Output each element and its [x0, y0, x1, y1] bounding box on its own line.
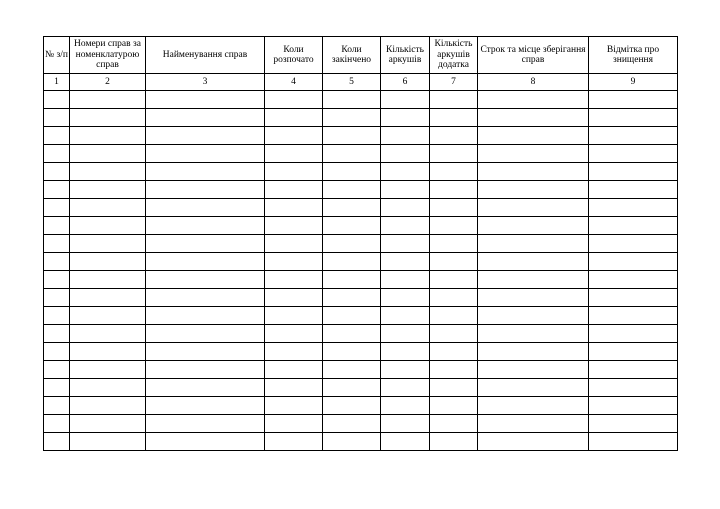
table-row	[44, 145, 678, 163]
empty-cell	[323, 433, 381, 451]
empty-cell	[478, 109, 589, 127]
table-row	[44, 91, 678, 109]
empty-cell	[430, 109, 478, 127]
empty-cell	[265, 361, 323, 379]
empty-cell	[70, 271, 146, 289]
empty-cell	[381, 397, 430, 415]
empty-cell	[70, 307, 146, 325]
column-number-row	[44, 74, 678, 91]
empty-cell	[323, 181, 381, 199]
column-number-cell: 6	[381, 74, 430, 91]
empty-cell	[265, 415, 323, 433]
empty-cell	[146, 181, 265, 199]
empty-cell	[430, 217, 478, 235]
empty-cell	[44, 307, 70, 325]
empty-cell	[44, 109, 70, 127]
empty-cell	[70, 433, 146, 451]
empty-cell	[381, 343, 430, 361]
header-row	[44, 37, 678, 74]
empty-cell	[478, 433, 589, 451]
empty-cell	[265, 433, 323, 451]
table-row	[44, 217, 678, 235]
empty-cell	[44, 271, 70, 289]
empty-cell	[44, 415, 70, 433]
empty-cell	[70, 109, 146, 127]
empty-cell	[478, 361, 589, 379]
empty-cell	[323, 199, 381, 217]
empty-cell	[589, 343, 678, 361]
empty-cell	[589, 379, 678, 397]
empty-cell	[146, 271, 265, 289]
empty-cell	[44, 145, 70, 163]
column-number-cell: 3	[146, 74, 265, 91]
table-row	[44, 379, 678, 397]
empty-cell	[589, 397, 678, 415]
column-number-cell: 9	[589, 74, 678, 91]
case-register-table	[43, 36, 678, 451]
table-row	[44, 361, 678, 379]
empty-cell	[430, 325, 478, 343]
empty-cell	[146, 163, 265, 181]
empty-cell	[430, 415, 478, 433]
empty-cell	[265, 145, 323, 163]
empty-cell	[265, 163, 323, 181]
empty-cell	[478, 343, 589, 361]
column-number-cell: 5	[323, 74, 381, 91]
empty-cell	[44, 181, 70, 199]
empty-cell	[265, 325, 323, 343]
table-row	[44, 109, 678, 127]
empty-cell	[44, 433, 70, 451]
empty-cell	[589, 145, 678, 163]
empty-cell	[44, 199, 70, 217]
empty-cell	[589, 127, 678, 145]
empty-cell	[265, 307, 323, 325]
empty-cell	[323, 271, 381, 289]
empty-cell	[381, 415, 430, 433]
header-cell-end-date: Коли закінчено	[323, 37, 381, 74]
empty-cell	[478, 163, 589, 181]
empty-cell	[381, 181, 430, 199]
empty-cell	[146, 433, 265, 451]
empty-cell	[478, 253, 589, 271]
table-row	[44, 397, 678, 415]
empty-cell	[430, 253, 478, 271]
empty-cell	[478, 145, 589, 163]
table-row	[44, 307, 678, 325]
column-number-cell: 7	[430, 74, 478, 91]
empty-cell	[44, 127, 70, 145]
empty-cell	[478, 415, 589, 433]
column-number-cell: 1	[44, 74, 70, 91]
empty-cell	[381, 199, 430, 217]
empty-cell	[265, 127, 323, 145]
empty-cell	[381, 379, 430, 397]
empty-cell	[589, 199, 678, 217]
empty-cell	[478, 289, 589, 307]
empty-cell	[146, 145, 265, 163]
empty-cell	[430, 289, 478, 307]
empty-cell	[381, 217, 430, 235]
empty-cell	[44, 217, 70, 235]
empty-cell	[430, 163, 478, 181]
header-cell-nomenclature-number: Номери справ за номенклатурою справ	[70, 37, 146, 74]
table-row	[44, 163, 678, 181]
header-cell-sheet-count: Кількість аркушів	[381, 37, 430, 74]
empty-cell	[323, 397, 381, 415]
empty-cell	[478, 325, 589, 343]
empty-cell	[589, 217, 678, 235]
empty-cell	[146, 199, 265, 217]
empty-cell	[146, 91, 265, 109]
empty-cell	[430, 145, 478, 163]
empty-cell	[146, 361, 265, 379]
empty-cell	[430, 127, 478, 145]
empty-cell	[70, 379, 146, 397]
header-cell-appendix-sheet-count: Кількість аркушів додатка	[430, 37, 478, 74]
empty-cell	[323, 145, 381, 163]
empty-cell	[430, 91, 478, 109]
empty-cell	[146, 235, 265, 253]
empty-cell	[381, 325, 430, 343]
empty-cell	[430, 235, 478, 253]
table-row	[44, 253, 678, 271]
header-cell-case-title: Найменування справ	[146, 37, 265, 74]
empty-cell	[478, 307, 589, 325]
empty-cell	[70, 163, 146, 181]
empty-cell	[70, 325, 146, 343]
table-row	[44, 415, 678, 433]
empty-cell	[381, 433, 430, 451]
table-row	[44, 289, 678, 307]
table-row	[44, 343, 678, 361]
empty-cell	[70, 235, 146, 253]
empty-cell	[381, 253, 430, 271]
empty-cell	[478, 217, 589, 235]
table-row	[44, 181, 678, 199]
empty-cell	[381, 235, 430, 253]
empty-cell	[381, 91, 430, 109]
empty-cell	[323, 289, 381, 307]
empty-cell	[430, 271, 478, 289]
header-cell-destruction-mark: Відмітка про знищення	[589, 37, 678, 74]
empty-cell	[323, 217, 381, 235]
empty-cell	[589, 271, 678, 289]
empty-cell	[265, 199, 323, 217]
empty-cell	[44, 397, 70, 415]
empty-cell	[430, 343, 478, 361]
empty-cell	[430, 379, 478, 397]
table-row	[44, 199, 678, 217]
empty-cell	[265, 379, 323, 397]
table-row	[44, 235, 678, 253]
empty-cell	[70, 217, 146, 235]
empty-cell	[589, 307, 678, 325]
empty-cell	[478, 235, 589, 253]
empty-cell	[430, 199, 478, 217]
empty-cell	[478, 397, 589, 415]
empty-cell	[323, 163, 381, 181]
empty-cell	[381, 307, 430, 325]
table-row	[44, 325, 678, 343]
empty-cell	[44, 361, 70, 379]
empty-cell	[70, 181, 146, 199]
empty-cell	[44, 91, 70, 109]
empty-cell	[323, 325, 381, 343]
empty-cell	[589, 235, 678, 253]
empty-cell	[70, 343, 146, 361]
empty-cell	[589, 163, 678, 181]
empty-cell	[70, 397, 146, 415]
empty-cell	[323, 253, 381, 271]
table-row	[44, 433, 678, 451]
empty-cell	[265, 91, 323, 109]
empty-cell	[381, 145, 430, 163]
table-row	[44, 127, 678, 145]
empty-cell	[70, 145, 146, 163]
empty-cell	[265, 397, 323, 415]
empty-cell	[589, 253, 678, 271]
empty-cell	[146, 415, 265, 433]
empty-cell	[44, 325, 70, 343]
empty-cell	[589, 325, 678, 343]
empty-cell	[430, 181, 478, 199]
empty-cell	[478, 271, 589, 289]
empty-cell	[589, 361, 678, 379]
empty-cell	[70, 127, 146, 145]
empty-cell	[381, 361, 430, 379]
empty-cell	[265, 289, 323, 307]
header-cell-start-date: Коли розпочато	[265, 37, 323, 74]
header-cell-index: № з/п	[44, 37, 70, 74]
empty-cell	[589, 415, 678, 433]
empty-cell	[44, 253, 70, 271]
empty-cell	[478, 379, 589, 397]
empty-cell	[323, 127, 381, 145]
column-number-cell: 4	[265, 74, 323, 91]
empty-cell	[146, 217, 265, 235]
empty-cell	[323, 91, 381, 109]
empty-cell	[381, 271, 430, 289]
empty-cell	[70, 91, 146, 109]
table-row	[44, 271, 678, 289]
empty-cell	[70, 361, 146, 379]
empty-cell	[381, 289, 430, 307]
empty-cell	[589, 181, 678, 199]
empty-cell	[146, 379, 265, 397]
empty-cell	[265, 109, 323, 127]
empty-cell	[323, 343, 381, 361]
empty-cell	[265, 235, 323, 253]
empty-cell	[146, 289, 265, 307]
empty-cell	[146, 343, 265, 361]
empty-cell	[323, 307, 381, 325]
empty-cell	[44, 343, 70, 361]
header-cell-storage-term-place: Строк та місце зберігання справ	[478, 37, 589, 74]
empty-cell	[430, 433, 478, 451]
empty-cell	[44, 289, 70, 307]
empty-cell	[323, 361, 381, 379]
empty-cell	[44, 163, 70, 181]
empty-cell	[430, 307, 478, 325]
empty-cell	[265, 343, 323, 361]
empty-cell	[70, 289, 146, 307]
empty-cell	[265, 217, 323, 235]
empty-cell	[430, 397, 478, 415]
empty-cell	[146, 325, 265, 343]
empty-cell	[44, 235, 70, 253]
empty-cell	[478, 127, 589, 145]
empty-cell	[70, 199, 146, 217]
empty-cell	[589, 289, 678, 307]
empty-cell	[70, 253, 146, 271]
empty-cell	[478, 181, 589, 199]
empty-cell	[323, 235, 381, 253]
column-number-cell: 2	[70, 74, 146, 91]
empty-cell	[478, 199, 589, 217]
column-number-cell: 8	[478, 74, 589, 91]
empty-cell	[589, 109, 678, 127]
empty-cell	[589, 91, 678, 109]
empty-cell	[44, 379, 70, 397]
empty-cell	[323, 109, 381, 127]
empty-cell	[146, 307, 265, 325]
empty-cell	[146, 253, 265, 271]
empty-cell	[381, 109, 430, 127]
empty-cell	[146, 109, 265, 127]
empty-cell	[430, 361, 478, 379]
empty-cell	[589, 433, 678, 451]
empty-cell	[265, 181, 323, 199]
empty-cell	[323, 379, 381, 397]
empty-cell	[381, 127, 430, 145]
empty-cell	[265, 271, 323, 289]
empty-cell	[146, 397, 265, 415]
empty-cell	[381, 163, 430, 181]
empty-cell	[323, 415, 381, 433]
empty-cell	[146, 127, 265, 145]
empty-cell	[478, 91, 589, 109]
empty-cell	[70, 415, 146, 433]
empty-cell	[265, 253, 323, 271]
